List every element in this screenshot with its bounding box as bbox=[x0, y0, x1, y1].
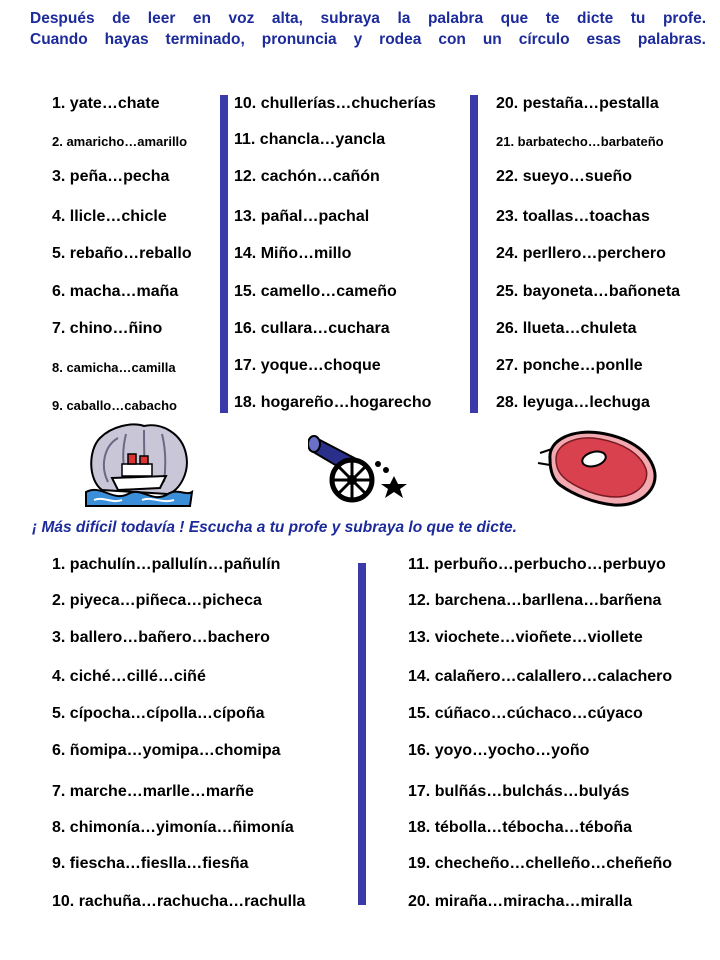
s2-item-17: 17. bulñás…bulchás…bulyás bbox=[408, 783, 630, 800]
s1-item-4: 4. llicle…chicle bbox=[52, 208, 167, 225]
s2-item-3: 3. ballero…bañero…bachero bbox=[52, 629, 270, 646]
s2-item-19: 19. checheño…chelleño…cheñeño bbox=[408, 855, 673, 872]
section2-title: ¡ Más difícil todavía ! Escucha a tu profe y subraya lo que te dicte. bbox=[32, 519, 517, 536]
s2-item-16: 16. yoyo…yocho…yoño bbox=[408, 742, 590, 759]
s2-item-14: 14. calañero…calallero…calachero bbox=[408, 668, 673, 685]
separator-1 bbox=[220, 95, 228, 413]
s1-item-9: 9. caballo…cabacho bbox=[52, 398, 177, 413]
s1-item-26: 26. llueta…chuleta bbox=[496, 320, 637, 337]
s1-item-5: 5. rebaño…reballo bbox=[52, 245, 192, 262]
s2-item-1: 1. pachulín…pallulín…pañulín bbox=[52, 556, 281, 573]
s2-item-6: 6. ñomipa…yomipa…chomipa bbox=[52, 742, 281, 759]
s1-item-6: 6. macha…maña bbox=[52, 283, 179, 300]
separator-2 bbox=[470, 95, 478, 413]
s1-item-18: 18. hogareño…hogarecho bbox=[234, 394, 432, 411]
s1-item-23: 23. toallas…toachas bbox=[496, 208, 650, 225]
s1-item-13: 13. pañal…pachal bbox=[234, 208, 370, 225]
s1-item-12: 12. cachón…cañón bbox=[234, 168, 380, 185]
s1-item-14: 14. Miño…millo bbox=[234, 245, 352, 262]
s2-item-12: 12. barchena…barllena…barñena bbox=[408, 592, 662, 609]
s1-item-16: 16. cullara…cuchara bbox=[234, 320, 390, 337]
s2-item-5: 5. cípocha…cípolla…cípoña bbox=[52, 705, 265, 722]
ship-in-shell-icon bbox=[82, 420, 194, 508]
s2-item-10: 10. rachuña…rachucha…rachulla bbox=[52, 893, 306, 910]
s2-item-8: 8. chimonía…yimonía…ñimonía bbox=[52, 819, 294, 836]
instructions bbox=[30, 8, 706, 50]
s2-item-15: 15. cúñaco…cúchaco…cúyaco bbox=[408, 705, 643, 722]
s1-item-3: 3. peña…pecha bbox=[52, 168, 170, 185]
s1-item-20: 20. pestaña…pestalla bbox=[496, 95, 659, 112]
s2-item-2: 2. piyeca…piñeca…picheca bbox=[52, 592, 262, 609]
instruction-line-2: Cuando hayas terminado, pronuncia y rodea con un círculo esas palabras. bbox=[30, 31, 706, 48]
s2-item-13: 13. viochete…vioñete…viollete bbox=[408, 629, 643, 646]
s2-item-11: 11. perbuño…perbucho…perbuyo bbox=[408, 556, 666, 573]
steak-icon bbox=[530, 425, 666, 513]
s2-item-9: 9. fiescha…fieslla…fiesña bbox=[52, 855, 249, 872]
separator-3 bbox=[358, 563, 366, 905]
s1-item-11: 11. chancla…yancla bbox=[234, 131, 386, 148]
s1-item-8: 8. camicha…camilla bbox=[52, 360, 176, 375]
instruction-line-1: Después de leer en voz alta, subraya la palabra que te dicte tu profe. bbox=[30, 10, 706, 27]
s1-item-1: 1. yate…chate bbox=[52, 95, 160, 112]
s2-item-20: 20. miraña…miracha…miralla bbox=[408, 893, 633, 910]
s1-item-21: 21. barbatecho…barbateño bbox=[496, 134, 664, 149]
s1-item-2: 2. amaricho…amarillo bbox=[52, 134, 188, 149]
s1-item-28: 28. leyuga…lechuga bbox=[496, 394, 650, 411]
s2-item-4: 4. ciché…cillé…ciñé bbox=[52, 668, 206, 685]
s1-item-25: 25. bayoneta…bañoneta bbox=[496, 283, 681, 300]
s1-item-10: 10. chullerías…chucherías bbox=[234, 95, 436, 112]
s1-item-15: 15. camello…cameño bbox=[234, 283, 397, 300]
s1-item-7: 7. chino…ñino bbox=[52, 320, 163, 337]
s2-item-18: 18. tébolla…tébocha…téboña bbox=[408, 819, 633, 836]
s1-item-22: 22. sueyo…sueño bbox=[496, 168, 633, 185]
s1-item-24: 24. perllero…perchero bbox=[496, 245, 666, 262]
s1-item-27: 27. ponche…ponlle bbox=[496, 357, 643, 374]
cannon-icon bbox=[308, 418, 412, 506]
s1-item-17: 17. yoque…choque bbox=[234, 357, 381, 374]
s2-item-7: 7. marche…marlle…marñe bbox=[52, 783, 254, 800]
